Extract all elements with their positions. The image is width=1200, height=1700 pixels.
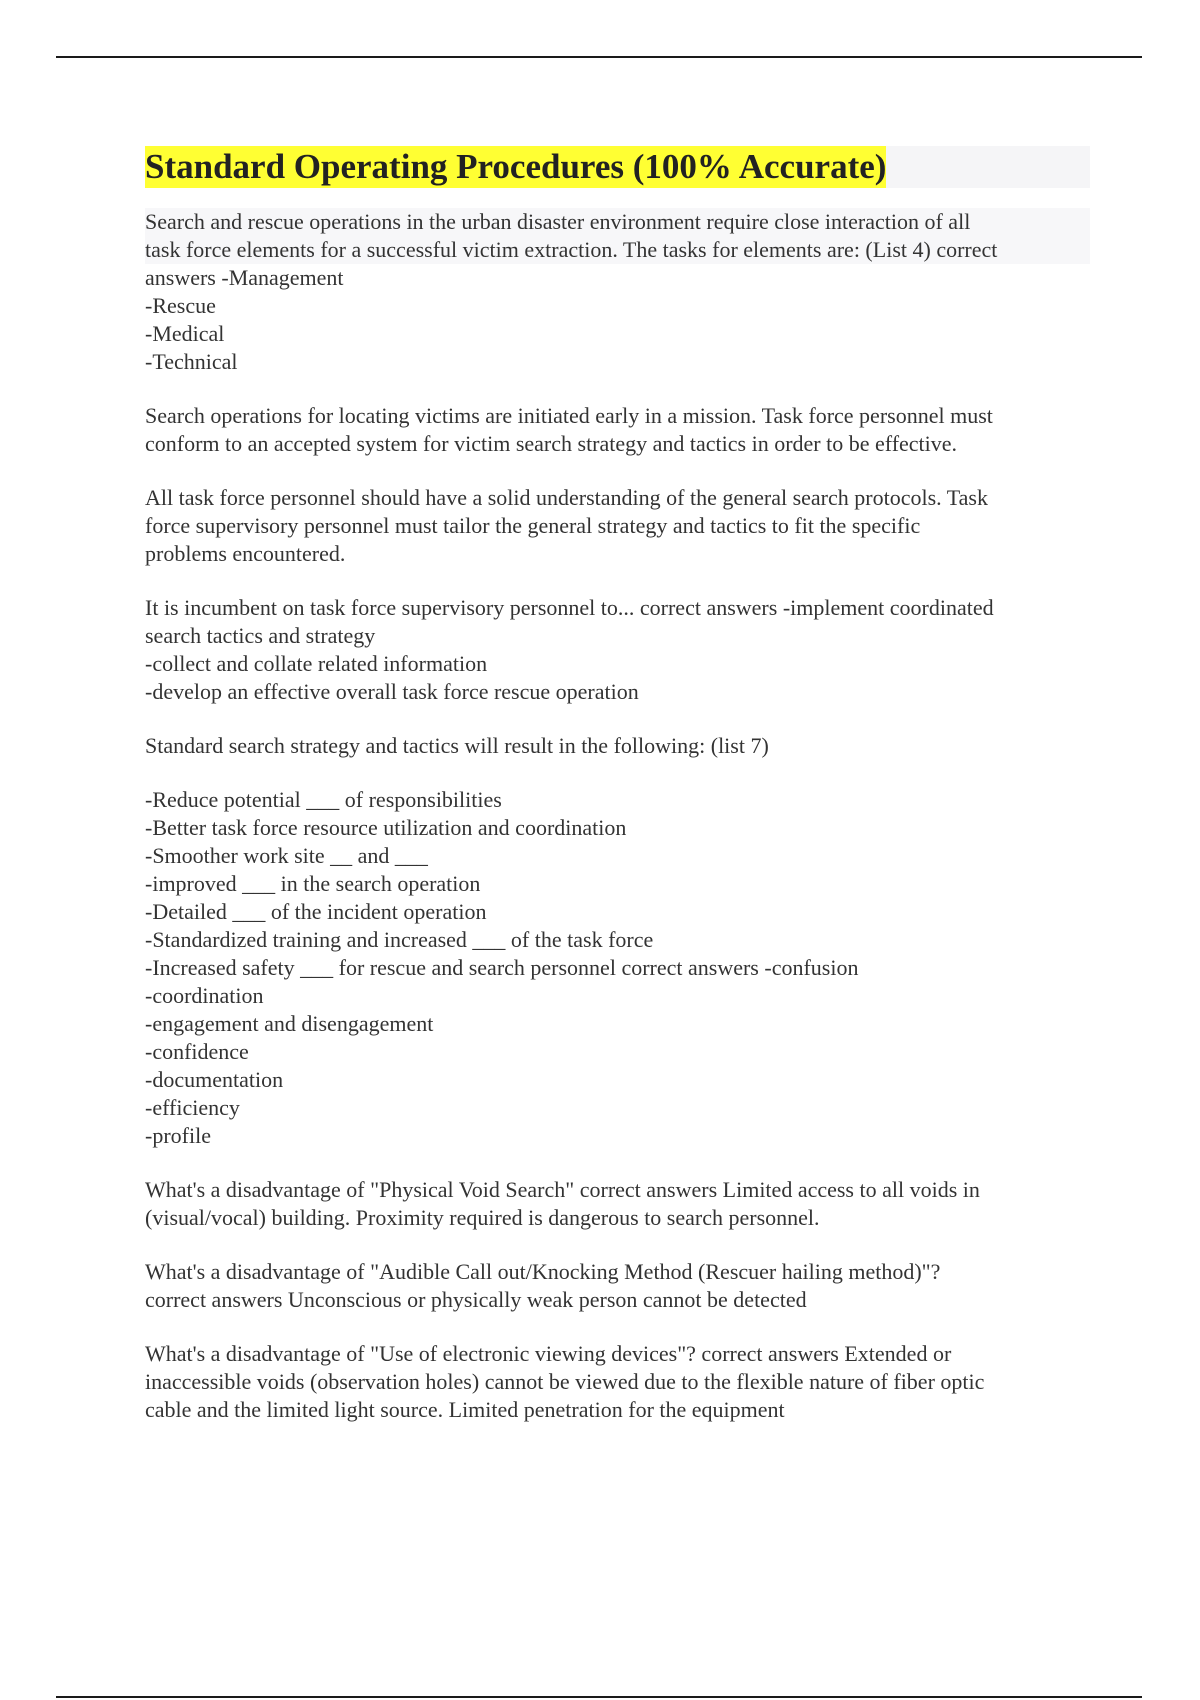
list-item: -Rescue [145, 293, 216, 318]
list-item: -Medical [145, 321, 225, 346]
list-item: -efficiency [145, 1095, 240, 1120]
text-line: force supervisory personnel must tailor the general strategy and tactics to fit the specific [145, 513, 921, 538]
text-line: It is incumbent on task force supervisory personnel to... correct answers -implement coordinated [145, 595, 994, 620]
text-line: Search and rescue operations in the urban disaster environment require close interaction of all [145, 208, 1090, 236]
document-page [145, 146, 1090, 1450]
footer-rule [56, 1696, 1142, 1698]
text-line: search tactics and strategy [145, 623, 376, 648]
document-body [145, 208, 1090, 1424]
list-item: -improved ___ in the search operation [145, 871, 481, 896]
text-line: What's a disadvantage of "Physical Void Search" correct answers Limited access to all voids in [145, 1177, 980, 1202]
text-line: Search operations for locating victims are initiated early in a mission. Task force personnel must [145, 403, 993, 428]
text-line: All task force personnel should have a solid understanding of the general search protocols. Task [145, 485, 988, 510]
paragraph [145, 1258, 1090, 1314]
paragraph [145, 402, 1090, 458]
list-item: -Smoother work site __ and ___ [145, 843, 428, 868]
text-line: task force elements for a successful victim extraction. The tasks for elements are: (List 4) correct [145, 236, 1090, 264]
list-item: -coordination [145, 983, 264, 1008]
text-line: Standard search strategy and tactics will result in the following: (list 7) [145, 733, 769, 758]
paragraph [145, 786, 1090, 1150]
list-item: -Reduce potential ___ of responsibilities [145, 787, 502, 812]
list-item: -Better task force resource utilization and coordination [145, 815, 627, 840]
text-line: (visual/vocal) building. Proximity required is dangerous to search personnel. [145, 1205, 820, 1230]
text-line: What's a disadvantage of "Use of electronic viewing devices"? correct answers Extended or [145, 1341, 952, 1366]
list-item: -develop an effective overall task force rescue operation [145, 679, 639, 704]
list-item: -Detailed ___ of the incident operation [145, 899, 487, 924]
text-line: correct answers Unconscious or physically weak person cannot be detected [145, 1287, 807, 1312]
list-item: -Standardized training and increased ___ of the task force [145, 927, 654, 952]
paragraph [145, 1176, 1090, 1232]
list-item: -Increased safety ___ for rescue and search personnel correct answers -confusion [145, 955, 859, 980]
paragraph [145, 732, 1090, 760]
text-line: What's a disadvantage of "Audible Call out/Knocking Method (Rescuer hailing method)"? [145, 1259, 941, 1284]
list-item: -engagement and disengagement [145, 1011, 434, 1036]
text-line: conform to an accepted system for victim search strategy and tactics in order to be effective. [145, 431, 958, 456]
list-item: -profile [145, 1123, 211, 1148]
list-item: -Technical [145, 349, 238, 374]
document-title: Standard Operating Procedures (100% Accurate) [145, 147, 887, 186]
title-band [145, 146, 1090, 188]
paragraph [145, 208, 1090, 376]
text-line: cable and the limited light source. Limited penetration for the equipment [145, 1397, 785, 1422]
paragraph [145, 1340, 1090, 1424]
paragraph [145, 594, 1090, 706]
list-item: -confidence [145, 1039, 249, 1064]
text-line: problems encountered. [145, 541, 346, 566]
list-item: -collect and collate related information [145, 651, 488, 676]
list-item: -documentation [145, 1067, 284, 1092]
paragraph [145, 484, 1090, 568]
header-rule [56, 56, 1142, 58]
text-line: inaccessible voids (observation holes) cannot be viewed due to the flexible nature of fiber optic [145, 1369, 985, 1394]
text-line: answers -Management [145, 265, 344, 290]
